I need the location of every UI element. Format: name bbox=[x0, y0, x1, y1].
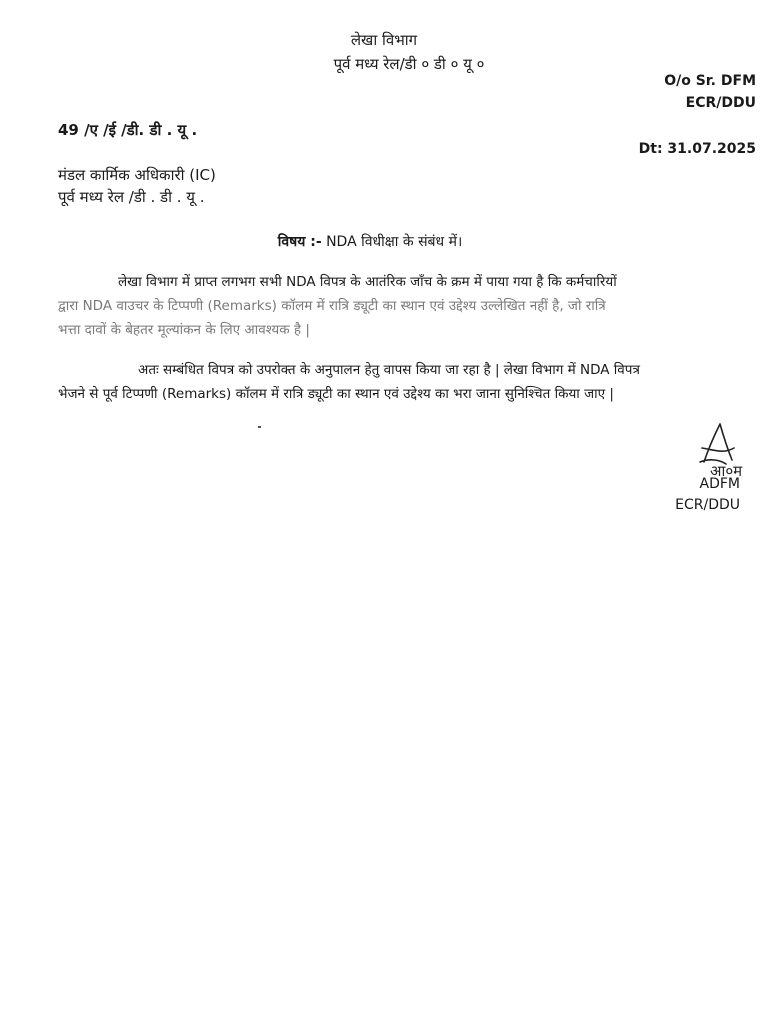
signatory-block bbox=[675, 474, 740, 516]
paragraph-line: लेखा विभाग में प्राप्त लगभग सभी NDA विपत्र के आतंरिक जाँच के क्रम में पाया गया है कि कर्मचारियों bbox=[118, 274, 617, 290]
office-block bbox=[664, 70, 756, 114]
division-name: पूर्व मध्य रेल/डी ० डी ० यू ० bbox=[333, 55, 485, 73]
department-name: लेखा विभाग bbox=[350, 31, 418, 49]
paragraph-line: भत्ता दावों के बेहतर मूल्यांकन के लिए आवश्यक है | bbox=[58, 322, 310, 338]
subject-line bbox=[0, 232, 740, 251]
letter-date: Dt: 31.07.2025 bbox=[638, 141, 756, 157]
subject-text: NDA विधीक्षा के संबंध में। bbox=[326, 234, 463, 250]
addressee-block bbox=[58, 164, 216, 208]
body-paragraph-1 bbox=[58, 270, 758, 342]
signature-mark bbox=[690, 418, 766, 480]
office-title: O/o Sr. DFM bbox=[664, 73, 756, 89]
paragraph-line: द्वारा NDA वाउचर के टिप्पणी (Remarks) कॉलम में रात्रि ड्यूटी का स्थान एवं उद्देश्य उल्लेखित नहीं है, जो रात्रि bbox=[58, 298, 606, 314]
addressee-title: मंडल कार्मिक अधिकारी (IC) bbox=[58, 166, 216, 184]
signatory-office: ECR/DDU bbox=[675, 497, 740, 513]
subject-label: विषय :- bbox=[277, 234, 322, 250]
signature-initials: आ०म bbox=[710, 462, 743, 480]
paragraph-line: अतः सम्बंधित विपत्र को उपरोक्त के अनुपालन हेतु वापस किया जा रहा है | लेखा विभाग में NDA विपत्र bbox=[138, 362, 640, 378]
reference-number: 49 /ए /ई /डी. डी . यू . bbox=[58, 121, 198, 139]
body-paragraph-2 bbox=[58, 358, 758, 406]
stray-mark bbox=[258, 426, 261, 428]
paragraph-line: भेजने से पूर्व टिप्पणी (Remarks) कॉलम में रात्रि ड्यूटी का स्थान एवं उद्देश्य का भरा जाना सुनिश्चित किया जाए | bbox=[58, 386, 614, 402]
signatory-designation: ADFM bbox=[699, 476, 740, 492]
addressee-office: पूर्व मध्य रेल /डी . डी . यू . bbox=[58, 188, 205, 206]
office-location: ECR/DDU bbox=[685, 95, 756, 111]
